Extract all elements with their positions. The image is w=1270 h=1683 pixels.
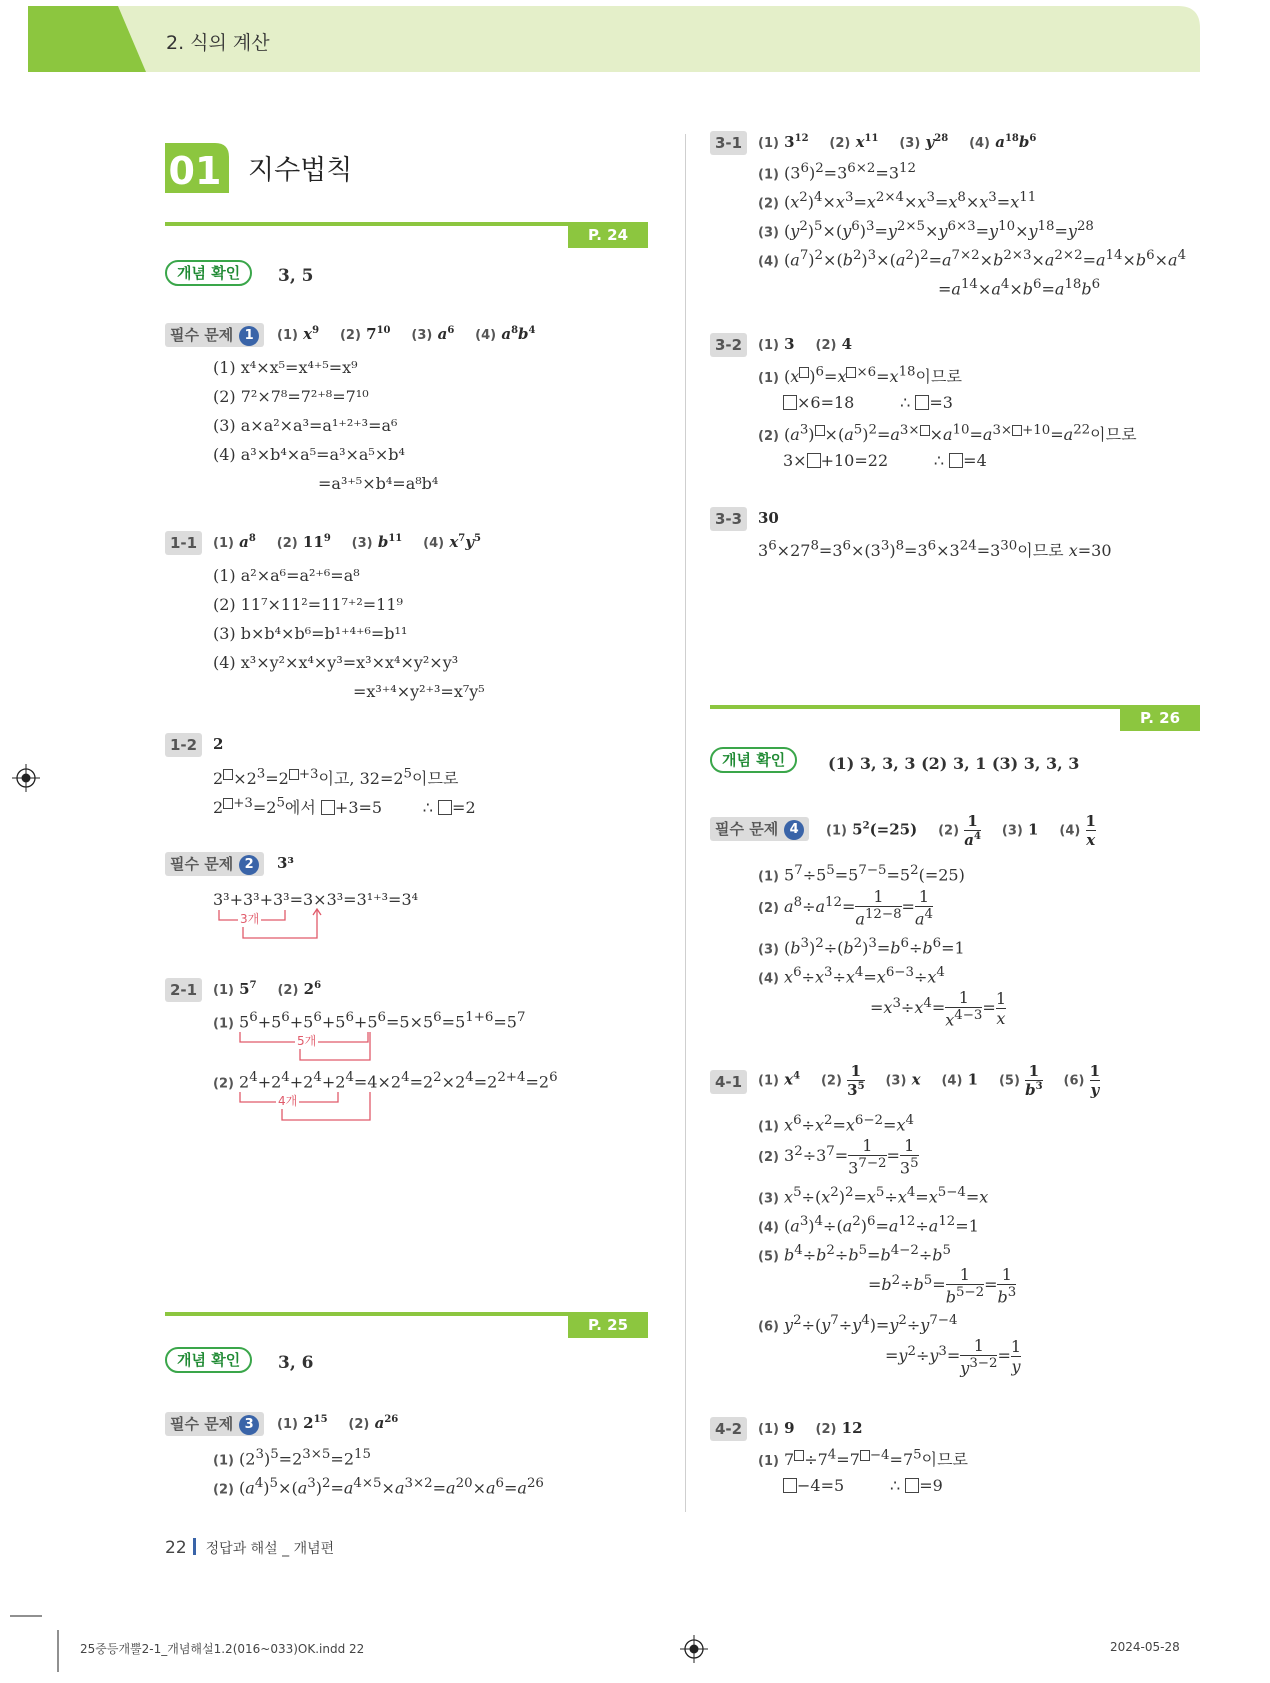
required-problem-2-label: 필수 문제 2 — [165, 852, 264, 876]
solution-line: (4) a³×b⁴×a⁵=a³×a⁵×b⁴ — [213, 445, 405, 464]
problem-3-3-label: 3-3 — [710, 507, 747, 531]
solution-line: (3) a×a²×a³=a¹⁺²⁺³=a⁶ — [213, 416, 398, 435]
solution-line: (2) 11⁷×11²=11⁷⁺²=11⁹ — [213, 595, 403, 614]
crop-mark — [0, 1612, 60, 1672]
solution-line: (3) $x^5\div(x^2)^2=x^5\div x^4=x^{5-4}=x$ — [758, 1185, 989, 1207]
solution-line: (2) $2^4+2^4+2^4+2^4=4\times 2^4=2^2\times 2^4=2^{2+4}=2^6$ — [213, 1070, 558, 1092]
page-number: 22 — [165, 1538, 187, 1558]
solution-line: $=x^3\div x^4=$ $\frac{1}{x^{4-3}}$ = $\frac{1}{x}$ — [870, 988, 1007, 1030]
solution-line: (3) $(b^3)^2\div(b^2)^3=b^6\div b^6=1$ — [758, 936, 965, 958]
concept-check-badge: 개념 확인 — [165, 260, 252, 286]
solution-line: (2) $3^2\div 3^7=$ $\frac{1}{3^{7-2}}$ = $\frac{1}{3^5}$ — [758, 1136, 919, 1178]
footer-divider — [193, 1538, 196, 1555]
concept-check-badge: 개념 확인 — [165, 1347, 252, 1373]
section-number-badge — [165, 143, 229, 193]
registration-mark-icon — [680, 1635, 708, 1663]
problem-4-2-answer: (1) 9 (2) 12 — [758, 1419, 863, 1437]
required-problem-4-answer: (1) $5^2(=25)$ (2) $\frac{1}{a^4}$ (3) 1 (4) $\frac{1}{x}$ — [826, 812, 1096, 849]
concept-check-badge: 개념 확인 — [710, 747, 797, 773]
problem-3-1-answer: (1) $3^{12}$ (2) $x^{11}$ (3) $y^{28}$ (4) $a^{18}b^6$ — [758, 133, 1037, 151]
slug-date: 2024-05-28 — [1110, 1640, 1180, 1654]
solution-line: (5) $b^4\div b^2\div b^5=b^{4-2}\div b^5$ — [758, 1243, 951, 1265]
slug-filename: 25중등개뿔2-1_개념해설1.2(016~033)OK.indd 22 — [80, 1642, 365, 1656]
problem-3-1-label: 3-1 — [710, 131, 747, 155]
problem-1-2-answer: 2 — [213, 735, 224, 753]
page-tag-24: P. 24 — [568, 222, 648, 248]
solution-line: (1) x⁴×x⁵=x⁴⁺⁵=x⁹ — [213, 358, 358, 377]
required-problem-4-label: 필수 문제 4 — [710, 817, 809, 841]
page-tag-26: P. 26 — [1120, 705, 1200, 731]
required-problem-3-answer: (1) $2^{15}$ (2) $a^{26}$ — [277, 1414, 399, 1432]
problem-1-1-answer: (1) $a^8$ (2) $11^9$ (3) $b^{11}$ (4) $x^7y^5$ — [213, 533, 481, 551]
problem-4-2-label: 4-2 — [710, 1417, 747, 1441]
svg-text:01: 01 — [168, 149, 222, 193]
solution-line: ×6=18 ∴ =3 — [783, 393, 953, 412]
required-problem-1-label: 필수 문제 1 — [165, 323, 264, 347]
solution-line: (4) $x^6\div x^3\div x^4=x^{6-3}\div x^4$ — [758, 965, 945, 987]
solution-line: =a³⁺⁵×b⁴=a⁸b⁴ — [318, 474, 439, 493]
concept-answer-24: 3, 5 — [278, 266, 314, 286]
solution-line: $3^6\times 27^8=3^6\times(3^3)^8=3^6\times 3^{24}=3^{30}$이므로 x=30 — [758, 538, 1112, 560]
problem-1-1-label: 1-1 — [165, 531, 202, 555]
brace-label: 4개 — [278, 1094, 298, 1108]
solution-line: (2) 7²×7⁸=7²⁺⁸=7¹⁰ — [213, 387, 369, 406]
problem-3-3-answer: 30 — [758, 509, 779, 527]
problem-2-1-label: 2-1 — [165, 978, 202, 1002]
solution-line: (1) $(3^6)^2=3^{6\times 2}=3^{12}$ — [758, 161, 916, 183]
solution-line: (1) $(2^3)^5=2^{3\times 5}=2^{15}$ — [213, 1447, 371, 1469]
sum-brace — [238, 1090, 378, 1124]
chapter-title: 2. 식의 계산 — [166, 32, 270, 54]
concept-answer-26: (1) 3, 3, 3 (2) 3, 1 (3) 3, 3, 3 — [828, 754, 1080, 773]
solution-line: (3) b×b⁴×b⁶=b¹⁺⁴⁺⁶=b¹¹ — [213, 624, 408, 643]
required-problem-3-label: 필수 문제 3 — [165, 1412, 264, 1436]
solution-line: $=a^{14}\times a^4\times b^6=a^{18}b^6$ — [938, 277, 1101, 299]
book-title: 정답과 해설 _ 개념편 — [205, 1541, 335, 1557]
solution-line: (4) $(a^7)^2\times(b^2)^3\times(a^2)^2=a^{7\times 2}\times b^{2\times 3}\times a^{2\times 2}=a^{14}\times b^6\times a^4$ — [758, 248, 1187, 270]
problem-3-2-answer: (1) 3 (2) 4 — [758, 335, 853, 353]
solution-line: (2) $(a^3) \times(a^5)^2=a^{3\times} \times a^{10}=a^{3\times +10}=a^{22}$이므로 — [758, 422, 1137, 444]
solution-line: 3× +10=22 ∴ =4 — [783, 451, 987, 470]
page-tag-25: P. 25 — [568, 1312, 648, 1338]
solution-line: (1) a²×a⁶=a²⁺⁶=a⁸ — [213, 566, 360, 585]
solution-line: (2) $a^8\div a^{12}=$ $\frac{1}{a^{12-8}}$ = $\frac{1}{a^4}$ — [758, 887, 933, 929]
chapter-header — [28, 6, 1200, 72]
problem-3-2-label: 3-2 — [710, 333, 747, 357]
solution-line: (4) x³×y²×x⁴×y³=x³×x⁴×y²×y³ — [213, 653, 459, 672]
solution-line: (1) $5^7\div 5^5=5^{7-5}=5^2(=25)$ — [758, 863, 965, 885]
concept-answer-25: 3, 6 — [278, 1353, 314, 1373]
required-problem-1-answer: (1) $x^9$ (2) $7^{10}$ (3) $a^6$ (4) $a^8b^4$ — [277, 325, 536, 343]
solution-line: −4=5 ∴ =9 — [783, 1476, 943, 1495]
section-title: 지수법칙 — [248, 155, 353, 186]
solution-line: 3³+3³+3³=3×3³=3¹⁺³=3⁴ — [213, 890, 419, 909]
brace-label: 3개 — [240, 912, 260, 926]
solution-line: (1) (x )$^6$=x $^{\times 6}=x^{18}$이므로 — [758, 364, 962, 386]
problem-2-1-answer: (1) $5^7$ (2) $2^6$ — [213, 980, 322, 998]
solution-line: (2) $(a^4)^5\times(a^3)^2=a^{4\times 5}\times a^{3\times 2}=a^{20}\times a^6=a^{26}$ — [213, 1476, 544, 1498]
solution-line: $2 \times 2^3=2$ $^{+3}$이고, $32=2^5$이므로 — [213, 766, 459, 788]
problem-1-2-label: 1-2 — [165, 733, 202, 757]
solution-line: (1) $7 \div 7^4=7$ $^{-4}=7^5$이므로 — [758, 1447, 968, 1469]
solution-line: 2 $^{+3}=2^5$에서 +3=5 ∴ =2 — [213, 795, 476, 817]
solution-line: (1) $5^6+5^6+5^6+5^6+5^6=5\times 5^6=5^{1+6}=5^7$ — [213, 1010, 526, 1032]
solution-line: (3) $(y^2)^5\times(y^6)^3=y^{2\times 5}\times y^{6\times 3}=y^{10}\times y^{18}=y^{28}$ — [758, 219, 1094, 241]
solution-line: (6) $y^2\div(y^7\div y^4)=y^2\div y^{7-4}$ — [758, 1313, 958, 1335]
registration-mark-icon — [12, 764, 40, 792]
solution-line: (4) $(a^3)^4\div(a^2)^6=a^{12}\div a^{12}=1$ — [758, 1214, 979, 1236]
solution-line: (1) $x^6\div x^2=x^{6-2}=x^4$ — [758, 1113, 914, 1135]
sum-brace — [217, 908, 327, 942]
problem-4-1-label: 4-1 — [710, 1070, 747, 1094]
page-footer — [165, 1538, 334, 1558]
problem-4-1-answer: (1) $x^4$ (2) $\frac{1}{3^5}$ (3) x (4) 1 (5) $\frac{1}{b^3}$ (6) $\frac{1}{y}$ — [758, 1062, 1101, 1099]
solution-line: =x³⁺⁴×y²⁺³=x⁷y⁵ — [353, 682, 485, 701]
solution-line: $=y^2\div y^3=$ $\frac{1}{y^{3-2}}$ = $\frac{1}{y}$ — [885, 1336, 1022, 1378]
brace-label: 5개 — [297, 1034, 317, 1048]
column-divider — [685, 134, 686, 1512]
solution-line: (2) $(x^2)^4\times x^3=x^{2\times 4}\times x^3=x^8\times x^3=x^{11}$ — [758, 190, 1037, 212]
required-problem-2-answer: 3³ — [277, 854, 295, 872]
solution-line: $=b^2\div b^5=$ $\frac{1}{b^{5-2}}$ = $\frac{1}{b^3}$ — [868, 1265, 1017, 1307]
